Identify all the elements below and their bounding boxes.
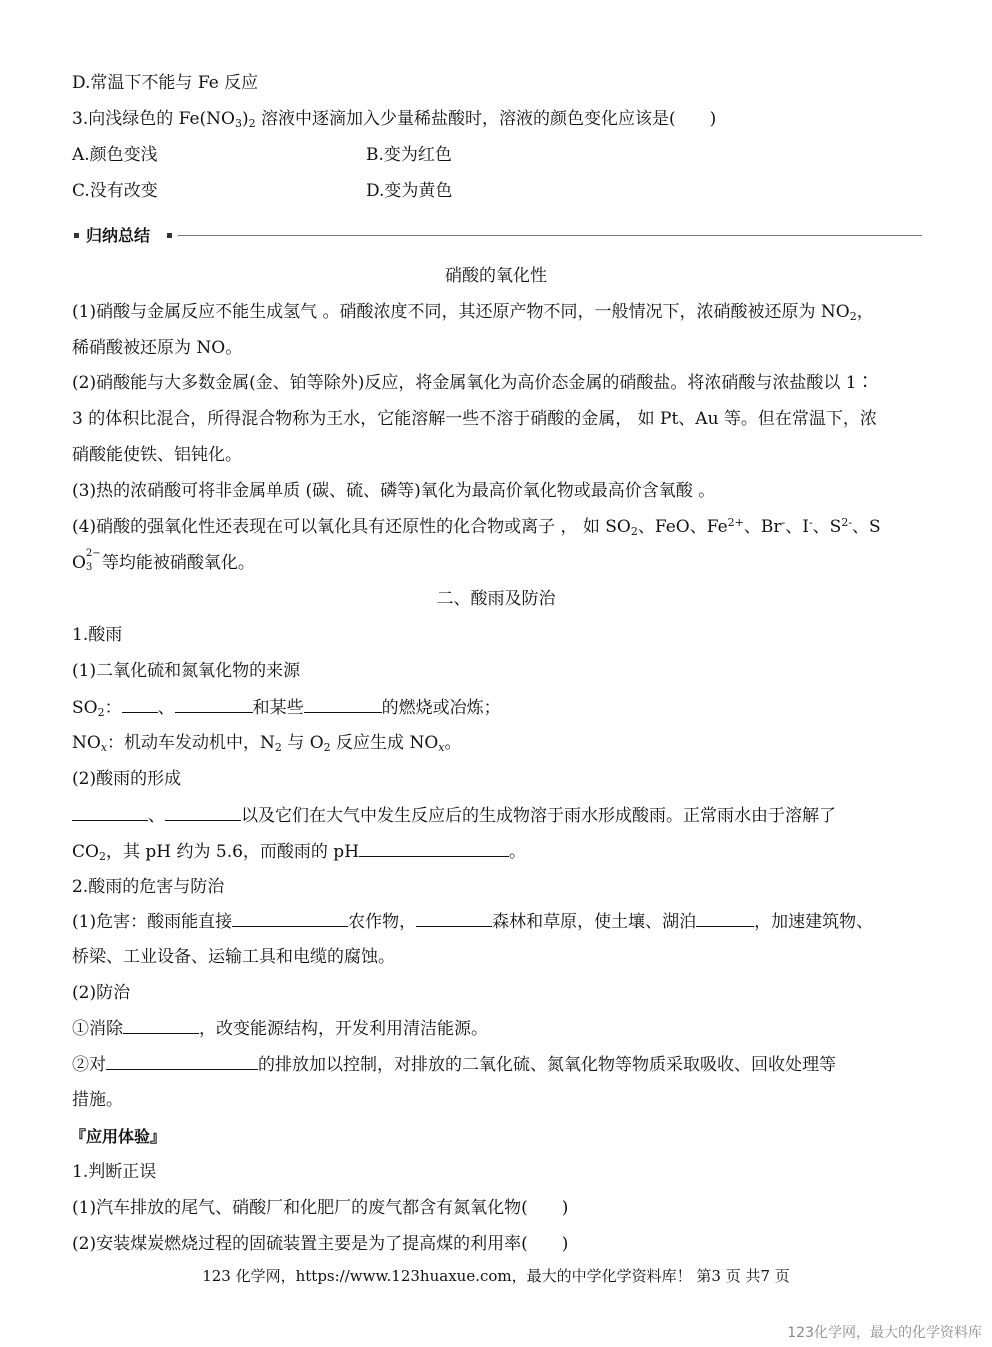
fill-blank[interactable] [416, 910, 492, 927]
prevent-heading: (2)防治 [72, 983, 131, 1003]
site-watermark: 123化学网，最大的化学资料库 [787, 1325, 982, 1341]
summary-p1-line1: (1)硝酸与金属反应不能生成氢气 。硝酸浓度不同，其还原产物不同，一般情况下，浓硝酸被还原为 $NO_2$， [72, 302, 874, 323]
acid-rain-s1: 1.酸雨 [72, 625, 123, 645]
square-bullet-icon [167, 233, 172, 238]
summary-p1-line2: 稀硝酸被还原为 NO。 [72, 338, 243, 358]
practice-q1-1: (1)汽车排放的尾气、硝酸厂和化肥厂的废气都含有氮氧化物( ) [72, 1198, 569, 1218]
fill-blank[interactable] [123, 1017, 199, 1034]
nox-sources: $NO_x$：机动车发动机中，$N_2$ 与 $O_2$ 反应生成 $NO_x$。 [72, 733, 462, 754]
divider-rule [178, 235, 922, 236]
so2-sources: $SO_2$： 、 和某些 的燃烧或冶炼； [72, 698, 501, 719]
fill-blank[interactable] [72, 804, 148, 821]
fill-blank[interactable] [122, 696, 158, 713]
option-b: B.变为红色 [366, 145, 452, 165]
fill-blank[interactable] [232, 910, 348, 927]
square-bullet-icon [74, 233, 79, 238]
practice-q1: 1.判断正误 [72, 1162, 157, 1182]
practice-title: 『应用体验』 [70, 1127, 167, 1146]
summary-section-title: 归纳总结 [86, 226, 151, 245]
summary-heading: 硝酸的氧化性 [445, 266, 547, 286]
harm-line1: (1)危害：酸雨能直接 农作物， 森林和草原，使土壤、湖泊 ，加速建筑物、 [72, 912, 874, 932]
summary-p4-line2: O 2− 3 等均能被硝酸氧化。 [72, 548, 255, 573]
summary-p2-line1: (2)硝酸能与大多数金属(金、铂等除外)反应，将金属氧化为高价态金属的硝酸盐。将浓硝酸与浓盐酸以 1∶ [72, 373, 874, 393]
option-d-prev: D.常温下不能与 Fe 反应 [72, 73, 259, 93]
summary-section-bar [72, 225, 922, 247]
fill-blank[interactable] [106, 1053, 258, 1070]
prevent-2-line2: 措施。 [72, 1090, 123, 1110]
option-a: A.颜色变浅 [72, 145, 158, 165]
fill-blank[interactable] [696, 910, 754, 927]
summary-p3: (3)热的浓硝酸可将非金属单质 (碳、硫、磷等)氧化为最高价氧化物或最高价含氧酸 。 [72, 481, 716, 501]
page-footer: 123 化学网，https://www.123huaxue.com，最大的中学化学资料库！ 第3 页 共7 页 [202, 1267, 790, 1285]
summary-p2-line2: 3 的体积比混合，所得混合物称为王水，它能溶解一些不溶于硝酸的金属， 如 Pt、Au 等。但在常温下，浓 [72, 409, 877, 429]
option-c: C.没有改变 [72, 181, 158, 201]
fill-blank[interactable] [175, 696, 253, 713]
acid-rain-heading: 二、酸雨及防治 [436, 589, 556, 609]
question-3-stem: 3.向浅绿色的 $Fe(NO_3)_2$ 溶液中逐滴加入少量稀盐酸时，溶液的颜色变化应该是( ) [72, 109, 717, 130]
fill-blank[interactable] [359, 840, 509, 857]
prevent-1: ①消除 ，改变能源结构，开发利用清洁能源。 [72, 1019, 488, 1039]
prevent-2-line1: ②对 的排放加以控制，对排放的二氧化硫、氮氧化物等物质采取吸收、回收处理等 [72, 1055, 836, 1075]
fill-blank[interactable] [304, 696, 382, 713]
practice-q1-2: (2)安装煤炭燃烧过程的固硫装置主要是为了提高煤的利用率( ) [72, 1234, 569, 1254]
acid-rain-s1-1: (1)二氧化硫和氮氧化物的来源 [72, 661, 301, 681]
formation-line1: 、 以及它们在大气中发生反应后的生成物溶于雨水形成酸雨。正常雨水由于溶解了 [72, 804, 836, 827]
formation-line2: $CO_2$，其 pH 约为 5.6，而酸雨的 pH 。 [72, 842, 527, 863]
fill-blank[interactable] [165, 804, 241, 821]
acid-rain-s1-2: (2)酸雨的形成 [72, 769, 182, 789]
option-d: D.变为黄色 [366, 181, 453, 201]
summary-p4-line1: (4)硝酸的强氧化性还表现在可以氧化具有还原性的化合物或离子 ， 如 $SO_2$、FeO、$Fe^{2+}$、Br-、I-、$S^{2-}$、S [72, 516, 881, 538]
harm-line2: 桥梁、工业设备、运输工具和电缆的腐蚀。 [72, 947, 395, 967]
acid-rain-s2: 2.酸雨的危害与防治 [72, 877, 225, 897]
summary-p2-line3: 硝酸能使铁、铝钝化。 [72, 445, 242, 465]
